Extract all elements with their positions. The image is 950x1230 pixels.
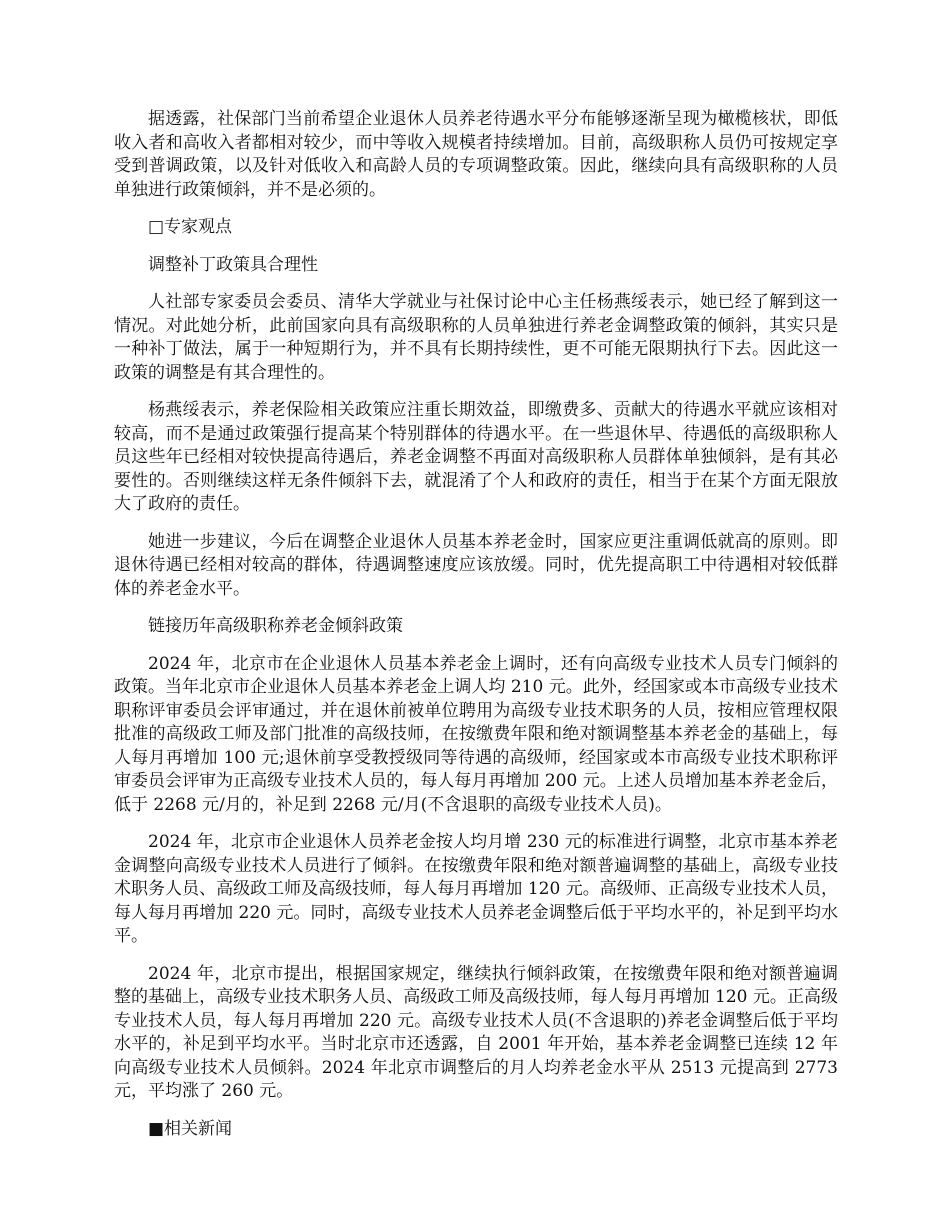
paragraph-expert-analysis: 人社部专家委员会委员、清华大学就业与社保讨论中心主任杨燕绥表示，她已经了解到这一情况。对此她分析，此前国家向具有高级职称的人员单独进行养老金调整政策的倾斜，其实只是一种补丁做法，属于一种短期行为，并不具有长期持续性，更不可能无限期执行下去。因此这一政策的调整是有其合理性的。 bbox=[114, 292, 838, 383]
subheading-policy-history: 链接历年高级职称养老金倾斜政策 bbox=[148, 616, 403, 636]
paragraph-history-1: 2024 年，北京市在企业退休人员基本养老金上调时，还有向高级专业技术人员专门倾斜的政策。当年北京市企业退休人员基本养老金上调人均 210 元。此外，经国家或本市高级专业技术职称评审委员会评审通过，并在退休前被单位聘用为高级专业技术职务的人员，按相应管理权限批准的高级政工师及部门批准的高级技师，在按缴费年限和绝对额调整基本养老金的基础上，每人每月再增加 100 元;退休前享受教授级同等待遇的高级师，经国家或本市高级专业技术职称评审委员会评审为正高级专业技术人员的，每人每月再增加 200 元。上述人员增加基本养老金后，低于 2268 元/月的，补足到 2268 元/月(不含退职的高级专业技术人员)。 bbox=[114, 653, 838, 815]
paragraph-history-3: 2024 年，北京市提出，根据国家规定，继续执行倾斜政策，在按缴费年限和绝对额普遍调整的基础上，高级专业技术职务人员、高级政工师及高级技师，每人每月再增加 120 元。正高级专业技术人员，每人每月再增加 220 元。高级专业技术人员(不含退职的)养老金调整后低于平均水平的，补足到平均水平。当时北京市还透露，自 2001 年开始，基本养老金调整已连续 12 年向高级专业技术人员倾斜。2024 年北京市调整后的月人均养老金水平从 2513 元提高到 2773 元，平均涨了 260 元。 bbox=[114, 963, 838, 1101]
subheading-policy-rationale: 调整补丁政策具合理性 bbox=[148, 254, 318, 275]
section-heading-related-news: ■相关新闻 bbox=[148, 1118, 233, 1139]
paragraph-expert-opinion: 杨燕绥表示，养老保险相关政策应注重长期效益，即缴费多、贡献大的待遇水平就应该相对较高，而不是通过政策强行提高某个特别群体的待遇水平。在一些退休早、待遇低的高级职称人员这些年已经相对较快提高待遇后，养老金调整不再面对高级职称人员群体单独倾斜，是有其必要性的。否则继续这样无条件倾斜下去，就混淆了个人和政府的责任，相当于在某个方面无限放大了政府的责任。 bbox=[114, 400, 838, 514]
paragraph-intro: 据透露，社保部门当前希望企业退休人员养老待遇水平分布能够逐渐呈现为橄榄核状，即低收入者和高收入者都相对较少，而中等收入规模者持续增加。目前，高级职称人员仍可按规定享受到普调政策，以及针对低收入和高龄人员的专项调整政策。因此，继续向具有高级职称的人员单独进行政策倾斜，并不是必须的。 bbox=[114, 109, 838, 200]
document-body bbox=[114, 108, 838, 1155]
section-heading-expert-view: □专家观点 bbox=[148, 217, 233, 237]
paragraph-expert-suggestion: 她进一步建议，今后在调整企业退休人员基本养老金时，国家应更注重调低就高的原则。即退休待遇已经相对较高的群体，待遇调整速度应该放缓。同时，优先提高职工中待遇相对较低群体的养老金水平。 bbox=[114, 531, 838, 599]
paragraph-history-2: 2024 年，北京市企业退休人员养老金按人均月增 230 元的标准进行调整，北京市基本养老金调整向高级专业技术人员进行了倾斜。在按缴费年限和绝对额普遍调整的基础上，高级专业技术职务人员、高级政工师及高级技师，每人每月再增加 120 元。高级师、正高级专业技术人员，每人每月再增加 220 元。同时，高级专业技术人员养老金调整后低于平均水平的，补足到平均水平。 bbox=[114, 832, 838, 946]
